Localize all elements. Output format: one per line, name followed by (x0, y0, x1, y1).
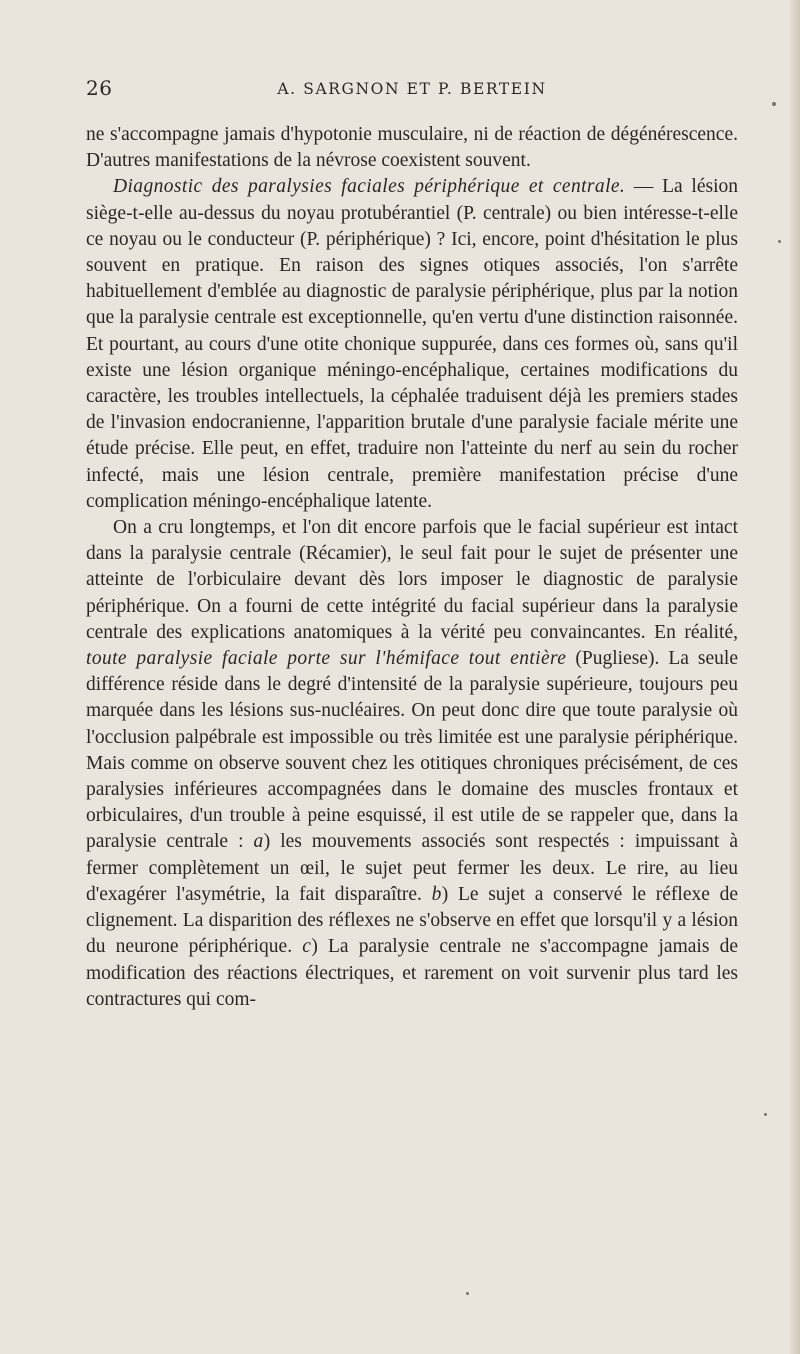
list-marker-a: a (253, 831, 264, 853)
paragraph-text: — La lésion siège-t-elle au-dessus du noyau protubérantiel (P. centrale) ou bien intéresse-t-elle ce noyau ou le conducteur (P. périphérique) ? Ici, encore, point d'hésitation le plus souvent en pratique. En raison des signes otiques associés, l'on s'arrête habituellement d'emblée au diagnostic de paralysie périphérique, plus par la notion que la paralysie centrale est exceptionnelle, qu'en vertu d'une distinction raisonnée. Et pourtant, au cours d'une otite chonique suppurée, dans ces formes où, sans qu'il existe une lésion organique méningo-encéphalique, certaines modifications du caractère, les troubles intellectuels, la céphalée traduisent déjà les premiers stades de l'invasion endocranienne, l'apparition brutale d'une paralysie faciale mérite une étude précise. Elle peut, en effet, traduire non l'atteinte du nerf au sein du rocher infecté, mais une lésion centrale, première manifestation précise d'une complication méningo-encéphalique latente. (86, 176, 738, 512)
running-title: A. SARGNON ET P. BERTEIN (277, 80, 547, 98)
paragraph-text: ne s'accompagne jamais d'hypotonie musculaire, ni de réaction de dégénérescence. D'autres manifestations de la névrose coexistent souvent. (86, 124, 738, 172)
section-heading: Diagnostic des paralysies faciales périphérique et centrale. (113, 176, 626, 198)
page-number: 26 (86, 76, 113, 100)
list-marker-c: c (302, 936, 312, 958)
list-marker-b: b (431, 883, 442, 905)
paragraph-text: ) Le sujet a conservé le réflexe de clignement. La disparition des réflexes ne s'observe en effet que lorsqu'il y a lésion du neurone périphérique. (86, 883, 738, 958)
page-edge-shadow (790, 0, 800, 1354)
paragraph-text: ) les mouvements associés sont respectés : impuissant à fermer complètement un œil, le sujet peut fermer les deux. Le rire, au lieu d'exagérer l'asymétrie, la fait disparaître. (86, 831, 739, 905)
paragraph-3 (86, 515, 738, 1013)
paragraph-1 (86, 122, 738, 174)
paper-speck (764, 1113, 767, 1116)
paper-speck (772, 102, 776, 106)
running-head (86, 76, 738, 106)
paragraph-text: ) La paralysie centrale ne s'accompagne jamais de modification des réactions électriques, et rarement on voit survenir plus tard les contractures qui com- (86, 936, 738, 1010)
body-text (86, 122, 738, 1013)
paragraph-2 (86, 174, 738, 515)
emphasized-phrase: toute paralysie faciale porte sur l'hémiface tout entière (86, 648, 567, 670)
paragraph-text: On a cru longtemps, et l'on dit encore parfois que le facial supérieur est intact dans la paralysie centrale (Récamier), le seul fait pour le sujet de présenter une atteinte de l'orbiculaire devant dès lors imposer le diagnostic de paralysie périphérique. On a fourni de cette intégrité du facial supérieur dans la paralysie centrale des explications anatomiques à la vérité peu convaincantes. En réalité, (86, 517, 738, 643)
paper-speck (778, 240, 781, 243)
paragraph-text: (Pugliese). La seule différence réside dans le degré d'intensité de la paralysie supérieure, toujours peu marquée dans les lésions sus-nucléaires. On peut donc dire que toute paralysie où l'occlusion palpébrale est impossible ou très limitée est une paralysie périphérique. Mais comme on observe souvent chez les otitiques chroniques précisément, de ces paralysies inférieures accompagnées dans le domaine des muscles frontaux et orbiculaires, d'un trouble à peine esquissé, il est utile de se rappeler que, dans la paralysie centrale : (86, 648, 738, 853)
paper-speck (466, 1292, 469, 1295)
